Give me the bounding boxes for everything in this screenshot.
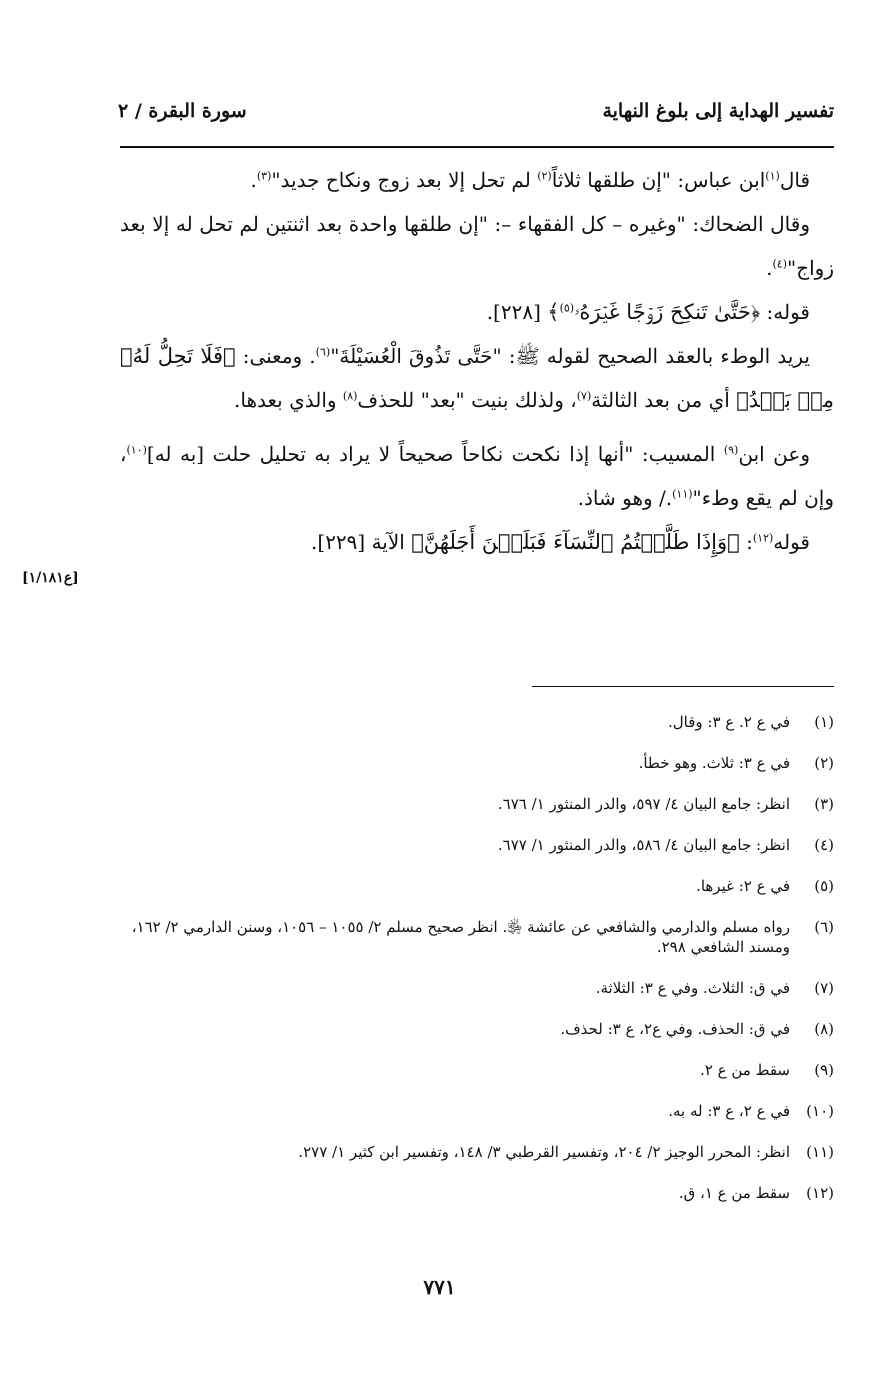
page-number: ٧٧١ (423, 1275, 456, 1299)
text: لم تحل إلا بعد زوج ونكاح جديد" (271, 168, 538, 192)
footnote-number: (٩) (814, 1061, 834, 1079)
text: المسيب: "أنها إذا نكحت نكاحاً صحيحاً لا يراد به تحليل حلت [به له] (146, 442, 724, 466)
footnote-item (120, 1142, 834, 1162)
main-text (120, 158, 834, 564)
footnote-ref[interactable]: (٤) (772, 257, 788, 271)
text: قوله (773, 530, 810, 554)
footnote-number: (٥) (814, 877, 834, 895)
footnote-text: انظر: جامع البيان ٤/ ٥٨٦، والدر المنثور ١/ ٦٧٧. (497, 836, 790, 854)
footnote-ref[interactable]: (١١) (672, 487, 693, 501)
footnote-text: في ق: الحذف. وفي ع٢، ع ٣: لحذف. (560, 1020, 790, 1038)
paragraph-6 (120, 520, 834, 564)
text: وعن ابن (738, 442, 810, 466)
text: قال (779, 168, 810, 192)
page-header (118, 100, 834, 134)
text: والذي بعدها. (234, 388, 343, 412)
paragraph-5 (120, 432, 834, 520)
text: ، ولذلك بنيت "بعد" للحذف (357, 388, 577, 412)
paragraph-4 (120, 334, 834, 422)
footnote-ref[interactable]: (٦) (315, 345, 331, 359)
text: ./ وهو شاذ. (577, 486, 673, 510)
footnote-number: (١) (814, 713, 834, 731)
footnote-item (120, 1060, 834, 1080)
footnote-text: سقط من ع ٢. (700, 1061, 790, 1079)
text: . (766, 256, 773, 280)
footnote-ref[interactable]: (١٠) (126, 443, 147, 457)
footnote-separator (532, 686, 834, 687)
footnote-number: (٦) (814, 918, 834, 936)
footnote-text: في ع ٢. ع ٣: وقال. (667, 713, 790, 731)
footnote-item (120, 978, 834, 998)
footnote-item (120, 1101, 834, 1121)
book-title: تفسير الهداية إلى بلوغ النهاية (602, 100, 834, 122)
footnote-ref[interactable]: (٩) (723, 443, 739, 457)
footnote-ref[interactable]: (٥) (559, 301, 575, 315)
text: . ومعنى: (235, 344, 316, 368)
text: ، وإن لم يقع وطء" (120, 442, 834, 510)
footnote-number: (٧) (814, 979, 834, 997)
footnote-text: في ع ٣: ثلاث. وهو خطأ. (638, 754, 790, 772)
footnote-text: سقط من ع ١، ق. (678, 1184, 790, 1202)
footnote-item (120, 1019, 834, 1039)
footnote-text: رواه مسلم والدارمي والشافعي عن عائشة ﵂. انظر صحيح مسلم ٢/ ١٠٥٥ – ١٠٥٦، وسنن الدارمي ٢/ ١٦٢، ومسند الشافعي ٢٩٨. (131, 918, 790, 956)
footnote-number: (٢) (814, 754, 834, 772)
text: . (250, 168, 257, 192)
footnote-number: (١٢) (806, 1184, 834, 1202)
paragraph-1 (120, 158, 834, 202)
paragraph-2 (120, 202, 834, 290)
surah-label: سورة البقرة / ٢ (118, 100, 247, 122)
quran-verse: ﴿فَلَا تَحِلُّ لَهُۥ مِنۢ بَعۡدُ﴾ (120, 344, 834, 412)
quran-bracket: ﴾ (547, 300, 560, 324)
footnote-item (120, 917, 834, 957)
manuscript-margin-ref: [ع١/١٨١] (22, 570, 79, 586)
footnote-text: انظر: المحرر الوجيز ٢/ ٢٠٤، وتفسير القرطبي ٣/ ١٤٨، وتفسير ابن كثير ١/ ٢٧٧. (298, 1143, 790, 1161)
footnote-ref[interactable]: (٧) (576, 389, 592, 403)
paragraph-3 (120, 290, 834, 334)
footnote-text: انظر: جامع البيان ٤/ ٥٩٧، والدر المنثور ١/ ٦٧٦. (497, 795, 790, 813)
footnote-ref[interactable]: (١٢) (752, 531, 774, 545)
text: أي من بعد الثالثة (591, 388, 737, 412)
text: ابن عباس: "إن طلقها ثلاثاً (551, 168, 766, 192)
footnote-item (120, 712, 834, 732)
verse-number: [٢٢٨]. (486, 300, 548, 324)
footnotes-list (120, 712, 834, 1224)
quran-verse: ﴿وَإِذَا طَلَّقۡتُمُ ٱلنِّسَآءَ فَبَلَغۡنَ أَجَلَهُنَّ﴾ (411, 530, 740, 554)
footnote-ref[interactable]: (٨) (342, 389, 358, 403)
text: وقال الضحاك: "وغيره – كل الفقهاء –: "إن طلقها واحدة بعد اثنتين لم تحل له إلا بعد زواج" (120, 212, 834, 280)
footnote-item (120, 1183, 834, 1203)
text: قوله: (760, 300, 810, 324)
footnote-number: (٤) (814, 836, 834, 854)
footnote-number: (٨) (814, 1020, 834, 1038)
footnote-ref[interactable]: (١) (765, 169, 780, 183)
footnote-number: (٣) (814, 795, 834, 813)
footnote-text: في ع ٢: غيرها. (696, 877, 790, 895)
footnote-number: (١١) (806, 1143, 834, 1161)
quran-verse: ﴿حَتَّىٰ تَنكِحَ زَوۡجًا غَيۡرَهُۥ (574, 300, 761, 324)
footnote-item (120, 876, 834, 896)
footnote-text: في ق: الثلاث. وفي ع ٣: الثلاثة. (595, 979, 790, 997)
footnote-ref[interactable]: (٣) (256, 169, 272, 183)
footnote-item (120, 794, 834, 814)
footnote-item (120, 753, 834, 773)
text: يريد الوطء بالعقد الصحيح لقوله ﷺ: "حَتَّى تَذُوقَ الْعُسَيْلَةَ" (330, 344, 810, 368)
header-rule (120, 146, 834, 148)
footnote-text: في ع ٢، ع ٣: له به. (668, 1102, 790, 1120)
verse-number: الآية [٢٢٩]. (311, 530, 412, 554)
text: : (739, 530, 753, 554)
footnote-ref[interactable]: (٢) (537, 169, 552, 183)
footnote-item (120, 835, 834, 855)
footnote-number: (١٠) (806, 1102, 834, 1120)
